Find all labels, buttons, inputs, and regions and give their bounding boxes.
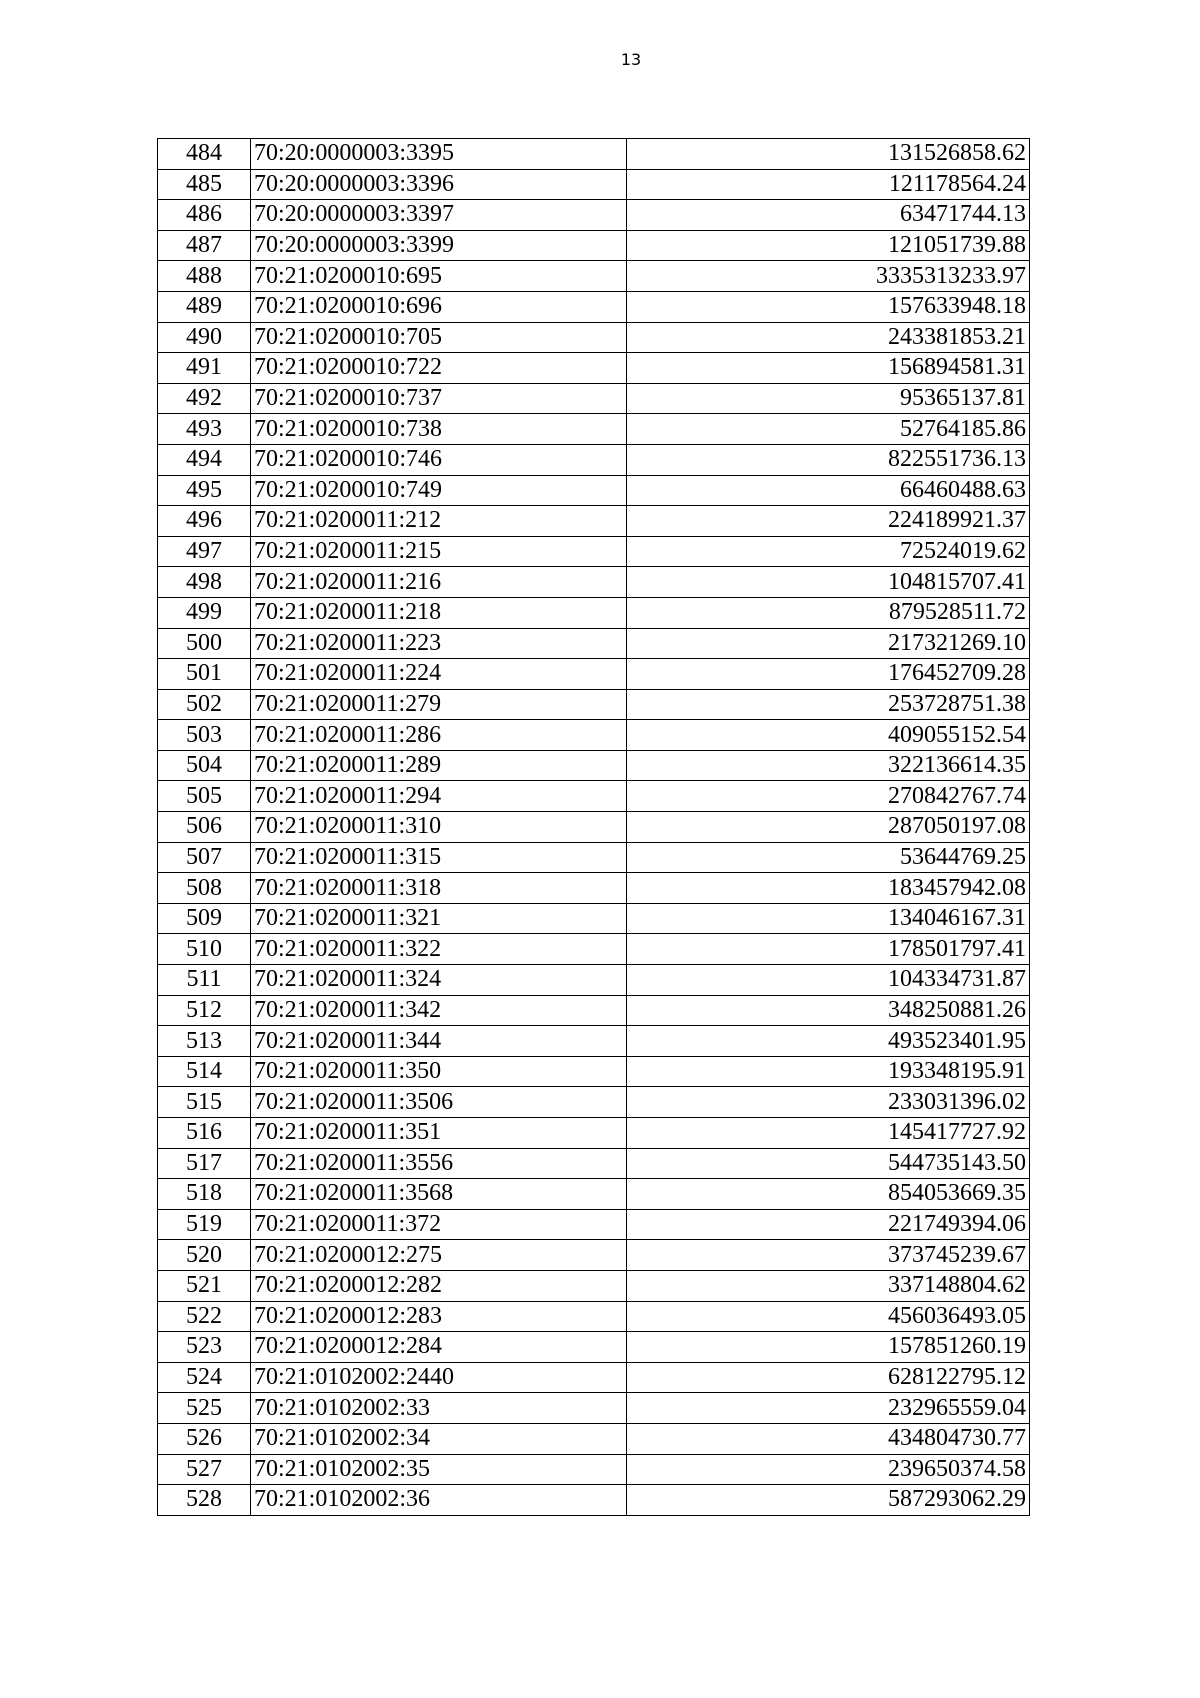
cadastral-number-cell: 70:21:0200011:372 [251,1209,627,1240]
row-number-cell: 497 [158,536,251,567]
cadastral-value-cell: 337148804.62 [627,1270,1030,1301]
table-row [158,1118,1030,1149]
table-row [158,1026,1030,1057]
cadastral-value-cell: 63471744.13 [627,200,1030,231]
row-number-cell: 520 [158,1240,251,1271]
table-row [158,689,1030,720]
table-row [158,995,1030,1026]
table-row [158,934,1030,965]
cadastral-number-cell: 70:21:0200011:289 [251,750,627,781]
row-number-cell: 484 [158,139,251,170]
row-number-cell: 488 [158,261,251,292]
cadastral-number-cell: 70:21:0200011:350 [251,1056,627,1087]
cadastral-value-cell: 544735143.50 [627,1148,1030,1179]
table-row [158,536,1030,567]
cadastral-number-cell: 70:21:0200010:722 [251,353,627,384]
table-row [158,628,1030,659]
table-row [158,1301,1030,1332]
cadastral-value-cell: 434804730.77 [627,1423,1030,1454]
cadastral-value-cell: 95365137.81 [627,383,1030,414]
row-number-cell: 519 [158,1209,251,1240]
cadastral-value-cell: 121051739.88 [627,230,1030,261]
cadastral-value-cell: 224189921.37 [627,506,1030,537]
table-row [158,1393,1030,1424]
cadastral-number-cell: 70:21:0200011:286 [251,720,627,751]
cadastral-value-cell: 157633948.18 [627,291,1030,322]
cadastral-number-cell: 70:21:0200011:279 [251,689,627,720]
cadastral-value-cell: 253728751.38 [627,689,1030,720]
cadastral-value-cell: 628122795.12 [627,1362,1030,1393]
row-number-cell: 526 [158,1423,251,1454]
row-number-cell: 525 [158,1393,251,1424]
cadastral-value-cell: 193348195.91 [627,1056,1030,1087]
cadastral-number-cell: 70:21:0200011:3506 [251,1087,627,1118]
cadastral-number-cell: 70:21:0200011:223 [251,628,627,659]
cadastral-number-cell: 70:21:0102002:33 [251,1393,627,1424]
row-number-cell: 511 [158,965,251,996]
table-row [158,322,1030,353]
cadastral-value-cell: 52764185.86 [627,414,1030,445]
cadastral-value-cell: 854053669.35 [627,1179,1030,1210]
table-row [158,720,1030,751]
row-number-cell: 516 [158,1118,251,1149]
cadastral-number-cell: 70:21:0200011:215 [251,536,627,567]
cadastral-number-cell: 70:21:0200012:275 [251,1240,627,1271]
cadastral-number-cell: 70:21:0200010:746 [251,444,627,475]
cadastral-number-cell: 70:21:0200010:749 [251,475,627,506]
cadastral-value-cell: 104334731.87 [627,965,1030,996]
table-row [158,873,1030,904]
table-row [158,139,1030,170]
cadastral-number-cell: 70:21:0200011:3556 [251,1148,627,1179]
cadastral-value-cell: 409055152.54 [627,720,1030,751]
row-number-cell: 503 [158,720,251,751]
cadastral-number-cell: 70:21:0102002:36 [251,1485,627,1516]
row-number-cell: 485 [158,169,251,200]
table-row [158,1332,1030,1363]
row-number-cell: 513 [158,1026,251,1057]
table-row [158,291,1030,322]
table-row [158,353,1030,384]
cadastral-value-cell: 456036493.05 [627,1301,1030,1332]
row-number-cell: 522 [158,1301,251,1332]
cadastral-value-cell: 879528511.72 [627,597,1030,628]
row-number-cell: 517 [158,1148,251,1179]
row-number-cell: 528 [158,1485,251,1516]
cadastral-number-cell: 70:20:0000003:3395 [251,139,627,170]
row-number-cell: 524 [158,1362,251,1393]
row-number-cell: 505 [158,781,251,812]
table-row [158,1485,1030,1516]
row-number-cell: 507 [158,842,251,873]
table-row [158,230,1030,261]
cadastral-value-cell: 178501797.41 [627,934,1030,965]
row-number-cell: 527 [158,1454,251,1485]
cadastral-number-cell: 70:21:0200011:224 [251,659,627,690]
table-row [158,1087,1030,1118]
cadastral-number-cell: 70:21:0200011:310 [251,812,627,843]
cadastral-number-cell: 70:21:0102002:34 [251,1423,627,1454]
cadastral-value-cell: 121178564.24 [627,169,1030,200]
cadastral-value-cell: 217321269.10 [627,628,1030,659]
row-number-cell: 490 [158,322,251,353]
cadastral-number-cell: 70:21:0200012:283 [251,1301,627,1332]
table-row [158,1056,1030,1087]
cadastral-number-cell: 70:21:0200011:324 [251,965,627,996]
row-number-cell: 518 [158,1179,251,1210]
cadastral-number-cell: 70:21:0200010:737 [251,383,627,414]
row-number-cell: 515 [158,1087,251,1118]
table-row [158,659,1030,690]
row-number-cell: 508 [158,873,251,904]
table-row [158,414,1030,445]
cadastral-number-cell: 70:21:0200012:282 [251,1270,627,1301]
cadastral-value-cell: 322136614.35 [627,750,1030,781]
table-row [158,200,1030,231]
cadastral-value-cell: 104815707.41 [627,567,1030,598]
cadastral-value-cell: 183457942.08 [627,873,1030,904]
cadastral-value-cell: 3335313233.97 [627,261,1030,292]
cadastral-number-cell: 70:21:0200011:342 [251,995,627,1026]
cadastral-value-cell: 66460488.63 [627,475,1030,506]
cadastral-number-cell: 70:21:0200012:284 [251,1332,627,1363]
row-number-cell: 512 [158,995,251,1026]
table-row [158,444,1030,475]
table-row [158,903,1030,934]
cadastral-number-cell: 70:21:0200011:318 [251,873,627,904]
cadastral-number-cell: 70:21:0200011:351 [251,1118,627,1149]
row-number-cell: 501 [158,659,251,690]
row-number-cell: 504 [158,750,251,781]
cadastral-value-cell: 493523401.95 [627,1026,1030,1057]
row-number-cell: 509 [158,903,251,934]
cadastral-number-cell: 70:20:0000003:3399 [251,230,627,261]
row-number-cell: 502 [158,689,251,720]
cadastral-value-cell: 221749394.06 [627,1209,1030,1240]
cadastral-number-cell: 70:21:0102002:35 [251,1454,627,1485]
row-number-cell: 487 [158,230,251,261]
table-row [158,750,1030,781]
cadastral-value-cell: 287050197.08 [627,812,1030,843]
cadastral-number-cell: 70:21:0200011:294 [251,781,627,812]
row-number-cell: 500 [158,628,251,659]
cadastral-number-cell: 70:21:0200010:696 [251,291,627,322]
cadastral-value-cell: 373745239.67 [627,1240,1030,1271]
cadastral-number-cell: 70:21:0200010:705 [251,322,627,353]
cadastral-number-cell: 70:21:0200011:315 [251,842,627,873]
table-row [158,567,1030,598]
cadastral-number-cell: 70:21:0200010:738 [251,414,627,445]
table-row [158,1270,1030,1301]
page-number: 13 [620,50,642,69]
row-number-cell: 495 [158,475,251,506]
row-number-cell: 521 [158,1270,251,1301]
table-row [158,506,1030,537]
cadastral-value-cell: 233031396.02 [627,1087,1030,1118]
cadastral-value-cell: 176452709.28 [627,659,1030,690]
cadastral-number-cell: 70:21:0200011:321 [251,903,627,934]
table-row [158,1454,1030,1485]
table-row [158,1362,1030,1393]
cadastral-value-cell: 243381853.21 [627,322,1030,353]
row-number-cell: 498 [158,567,251,598]
cadastral-value-cell: 134046167.31 [627,903,1030,934]
table-row [158,261,1030,292]
table-row [158,1179,1030,1210]
table-row [158,812,1030,843]
cadastral-value-table [157,138,1030,1516]
cadastral-number-cell: 70:21:0102002:2440 [251,1362,627,1393]
table-row [158,597,1030,628]
cadastral-number-cell: 70:20:0000003:3396 [251,169,627,200]
cadastral-number-cell: 70:21:0200011:344 [251,1026,627,1057]
row-number-cell: 523 [158,1332,251,1363]
table-row [158,1148,1030,1179]
cadastral-number-cell: 70:21:0200011:216 [251,567,627,598]
cadastral-value-cell: 131526858.62 [627,139,1030,170]
cadastral-value-cell: 53644769.25 [627,842,1030,873]
table-row [158,965,1030,996]
table-row [158,842,1030,873]
table-row [158,1240,1030,1271]
table-row [158,169,1030,200]
row-number-cell: 514 [158,1056,251,1087]
cadastral-value-cell: 145417727.92 [627,1118,1030,1149]
cadastral-value-cell: 587293062.29 [627,1485,1030,1516]
cadastral-value-cell: 348250881.26 [627,995,1030,1026]
cadastral-value-cell: 822551736.13 [627,444,1030,475]
table-row [158,383,1030,414]
row-number-cell: 506 [158,812,251,843]
row-number-cell: 489 [158,291,251,322]
cadastral-number-cell: 70:21:0200011:218 [251,597,627,628]
cadastral-value-cell: 232965559.04 [627,1393,1030,1424]
row-number-cell: 494 [158,444,251,475]
row-number-cell: 492 [158,383,251,414]
cadastral-number-cell: 70:21:0200011:3568 [251,1179,627,1210]
row-number-cell: 486 [158,200,251,231]
cadastral-value-cell: 72524019.62 [627,536,1030,567]
cadastral-number-cell: 70:21:0200010:695 [251,261,627,292]
cadastral-value-cell: 156894581.31 [627,353,1030,384]
row-number-cell: 491 [158,353,251,384]
cadastral-number-cell: 70:20:0000003:3397 [251,200,627,231]
table-row [158,781,1030,812]
row-number-cell: 496 [158,506,251,537]
row-number-cell: 510 [158,934,251,965]
table-row [158,475,1030,506]
row-number-cell: 499 [158,597,251,628]
cadastral-number-cell: 70:21:0200011:212 [251,506,627,537]
table-row [158,1209,1030,1240]
cadastral-value-cell: 239650374.58 [627,1454,1030,1485]
table-row [158,1423,1030,1454]
cadastral-value-cell: 270842767.74 [627,781,1030,812]
cadastral-number-cell: 70:21:0200011:322 [251,934,627,965]
table-body [158,139,1030,1516]
row-number-cell: 493 [158,414,251,445]
cadastral-value-cell: 157851260.19 [627,1332,1030,1363]
